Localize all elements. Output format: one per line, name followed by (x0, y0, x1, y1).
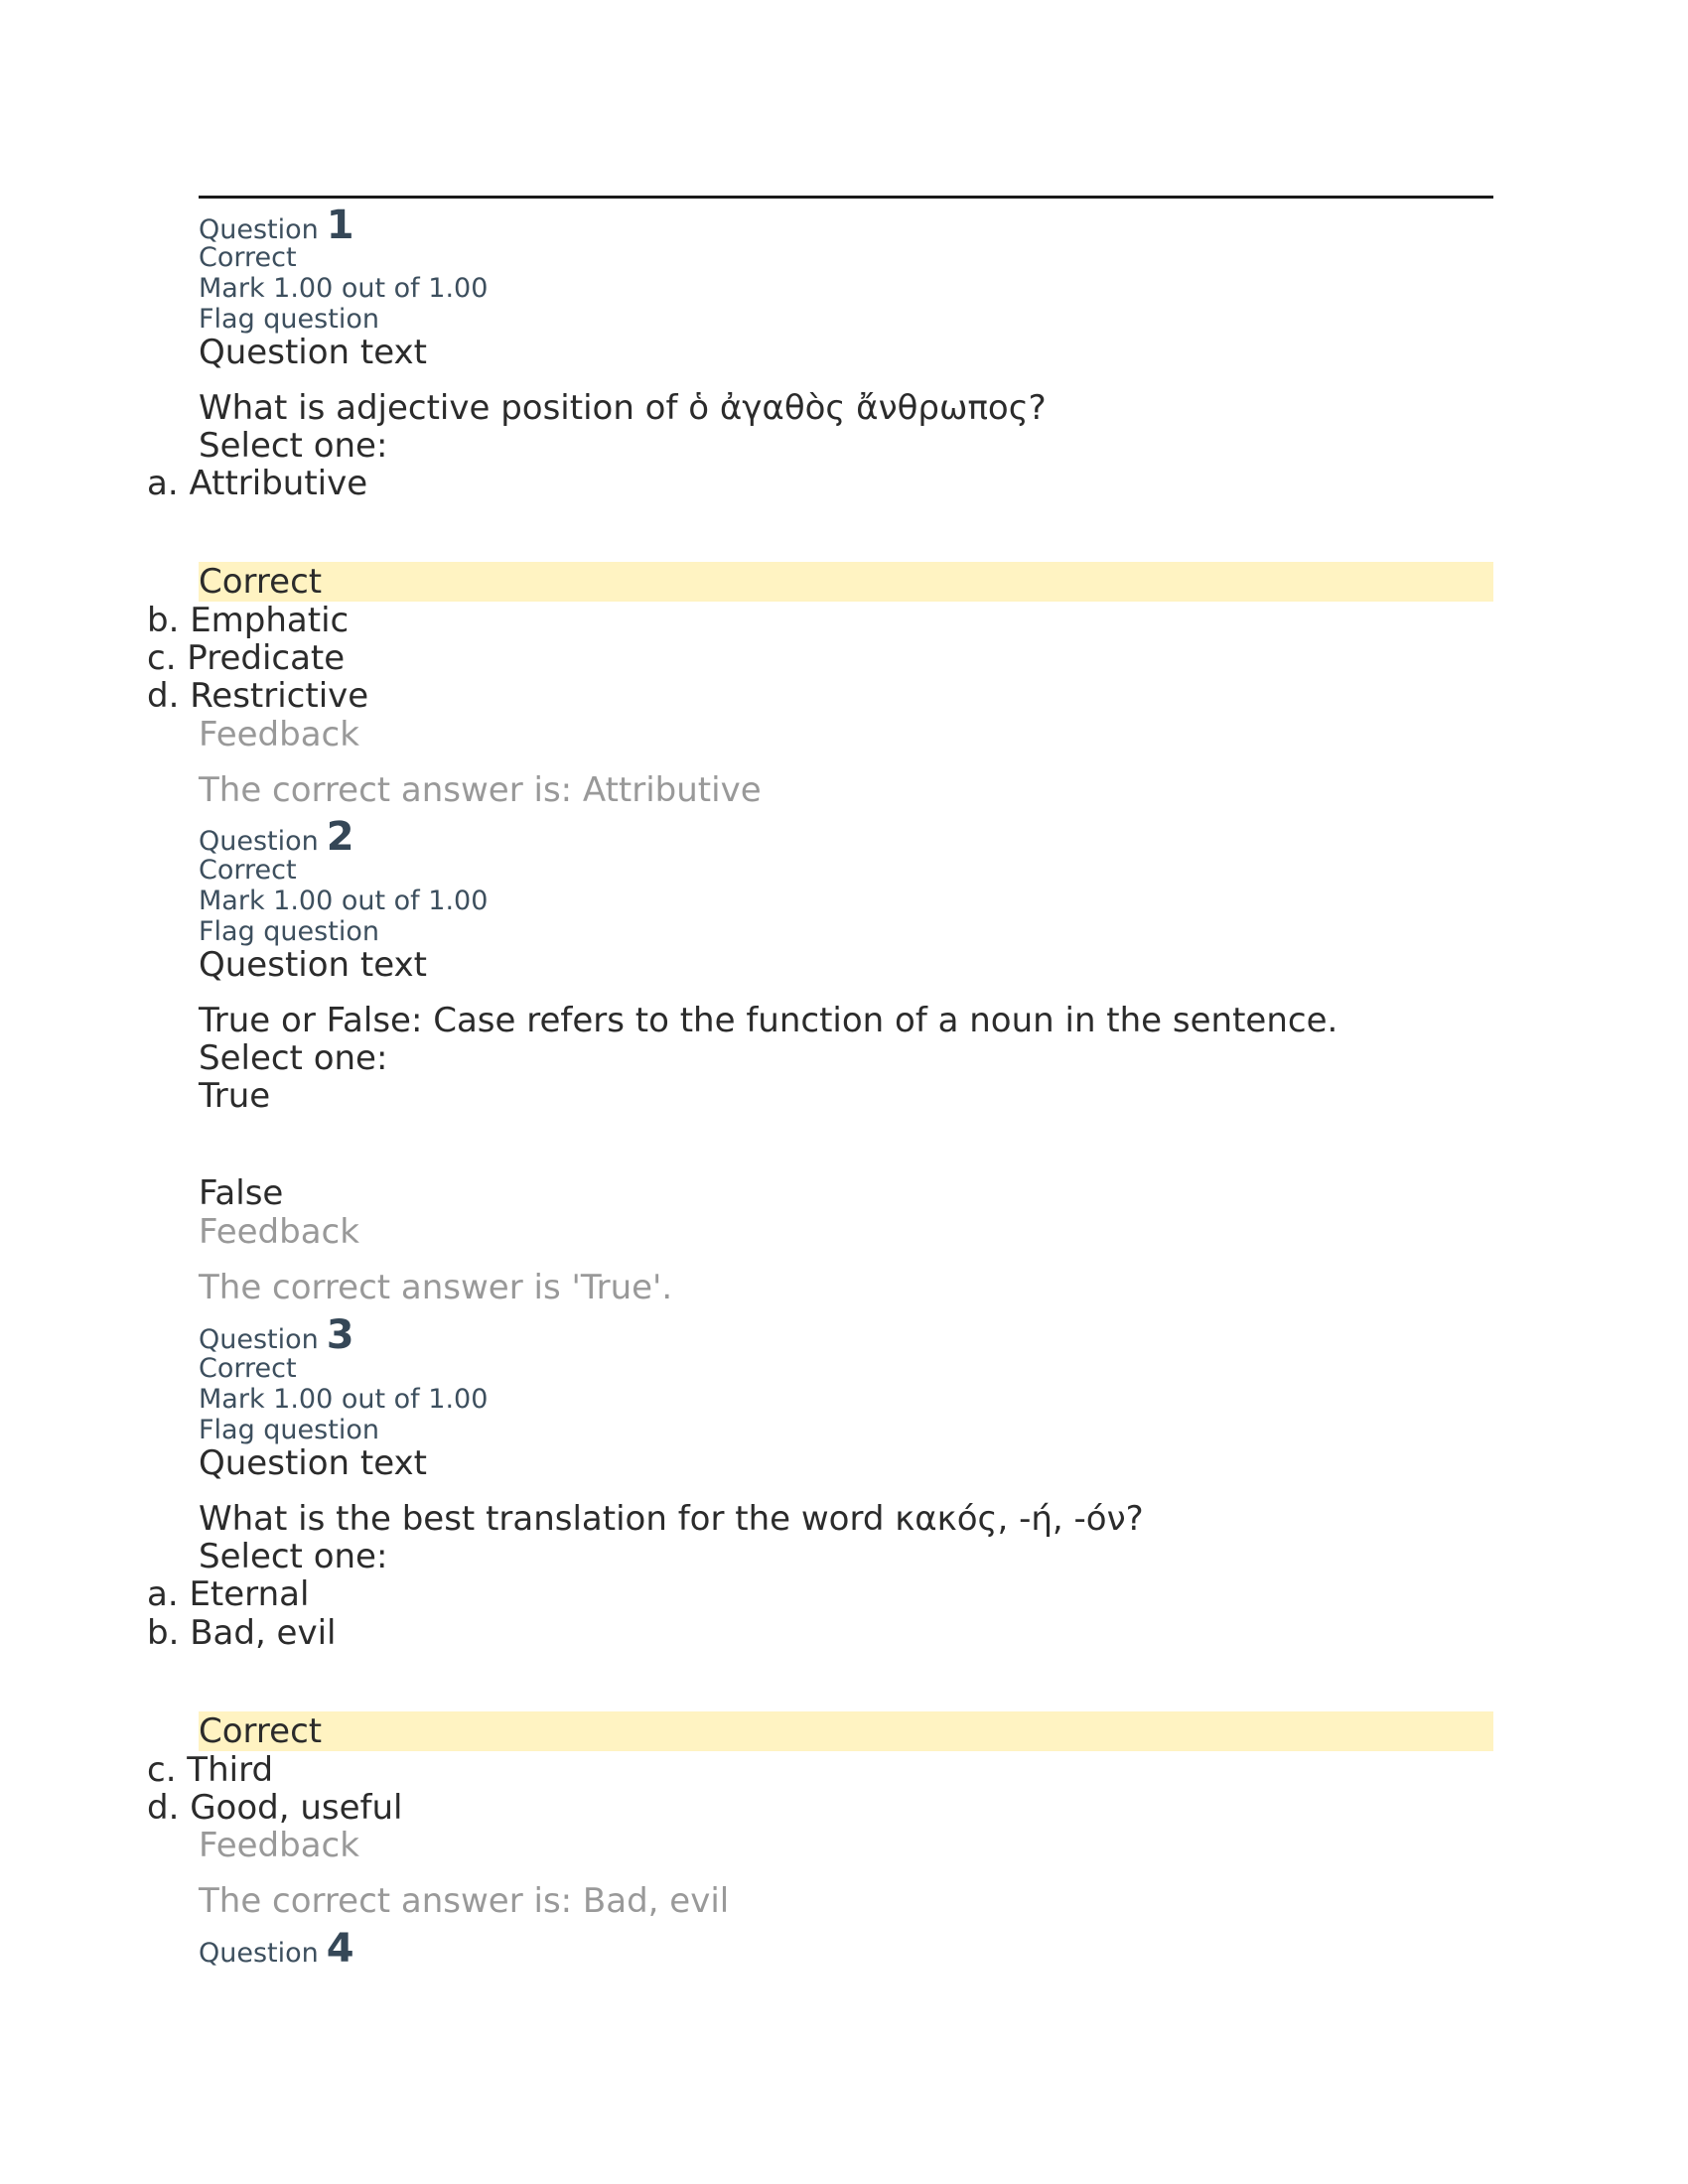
answer-option-a[interactable]: a. Attributive (147, 464, 368, 503)
answer-option-a[interactable]: a. Eternal (147, 1574, 310, 1614)
top-divider (199, 196, 1493, 199)
flag-question-link[interactable]: Flag question (199, 1415, 379, 1445)
question-text-heading: Question text (199, 945, 427, 985)
correct-answer-highlight: Correct (199, 562, 1493, 602)
question-prompt: True or False: Case refers to the function of a noun in the sentence. (199, 1001, 1338, 1040)
question-number-label (199, 814, 354, 860)
flag-question-link[interactable]: Flag question (199, 916, 379, 947)
question-number: 4 (326, 1926, 354, 1972)
question-label: Question (199, 1324, 319, 1355)
answer-option-false[interactable]: False (199, 1173, 284, 1213)
select-one-label: Select one: (199, 426, 388, 466)
question-label: Question (199, 214, 319, 245)
question-prompt: What is the best translation for the word κακός, -ή, -όν? (199, 1499, 1144, 1539)
question-text-heading: Question text (199, 1443, 427, 1483)
question-number: 2 (326, 814, 354, 860)
answer-option-b[interactable]: b. Bad, evil (147, 1613, 337, 1653)
question-text-heading: Question text (199, 333, 427, 372)
question-number-label (199, 1312, 354, 1358)
question-number: 1 (326, 203, 354, 248)
answer-option-c[interactable]: c. Predicate (147, 638, 346, 678)
question-number-label (199, 1926, 354, 1972)
answer-option-true[interactable]: True (199, 1076, 271, 1116)
feedback-heading: Feedback (199, 715, 359, 754)
question-status: Correct (199, 1353, 297, 1384)
feedback-text: The correct answer is: Attributive (199, 770, 762, 810)
flag-question-link[interactable]: Flag question (199, 304, 379, 335)
question-status: Correct (199, 242, 297, 273)
feedback-heading: Feedback (199, 1826, 359, 1865)
question-mark: Mark 1.00 out of 1.00 (199, 886, 489, 916)
question-mark: Mark 1.00 out of 1.00 (199, 273, 489, 304)
feedback-text: The correct answer is 'True'. (199, 1268, 673, 1307)
question-status: Correct (199, 855, 297, 886)
question-label: Question (199, 1938, 319, 1969)
correct-answer-highlight: Correct (199, 1711, 1493, 1751)
answer-option-d[interactable]: d. Good, useful (147, 1788, 403, 1828)
question-label: Question (199, 826, 319, 857)
answer-option-d[interactable]: d. Restrictive (147, 676, 369, 716)
question-mark: Mark 1.00 out of 1.00 (199, 1384, 489, 1415)
feedback-heading: Feedback (199, 1212, 359, 1252)
answer-option-b[interactable]: b. Emphatic (147, 601, 350, 640)
question-number: 3 (326, 1312, 354, 1358)
select-one-label: Select one: (199, 1537, 388, 1576)
question-prompt: What is adjective position of ὁ ἀγαθὸς ἄνθρωπος? (199, 388, 1047, 428)
answer-option-c[interactable]: c. Third (147, 1750, 274, 1790)
feedback-text: The correct answer is: Bad, evil (199, 1881, 730, 1921)
select-one-label: Select one: (199, 1038, 388, 1078)
